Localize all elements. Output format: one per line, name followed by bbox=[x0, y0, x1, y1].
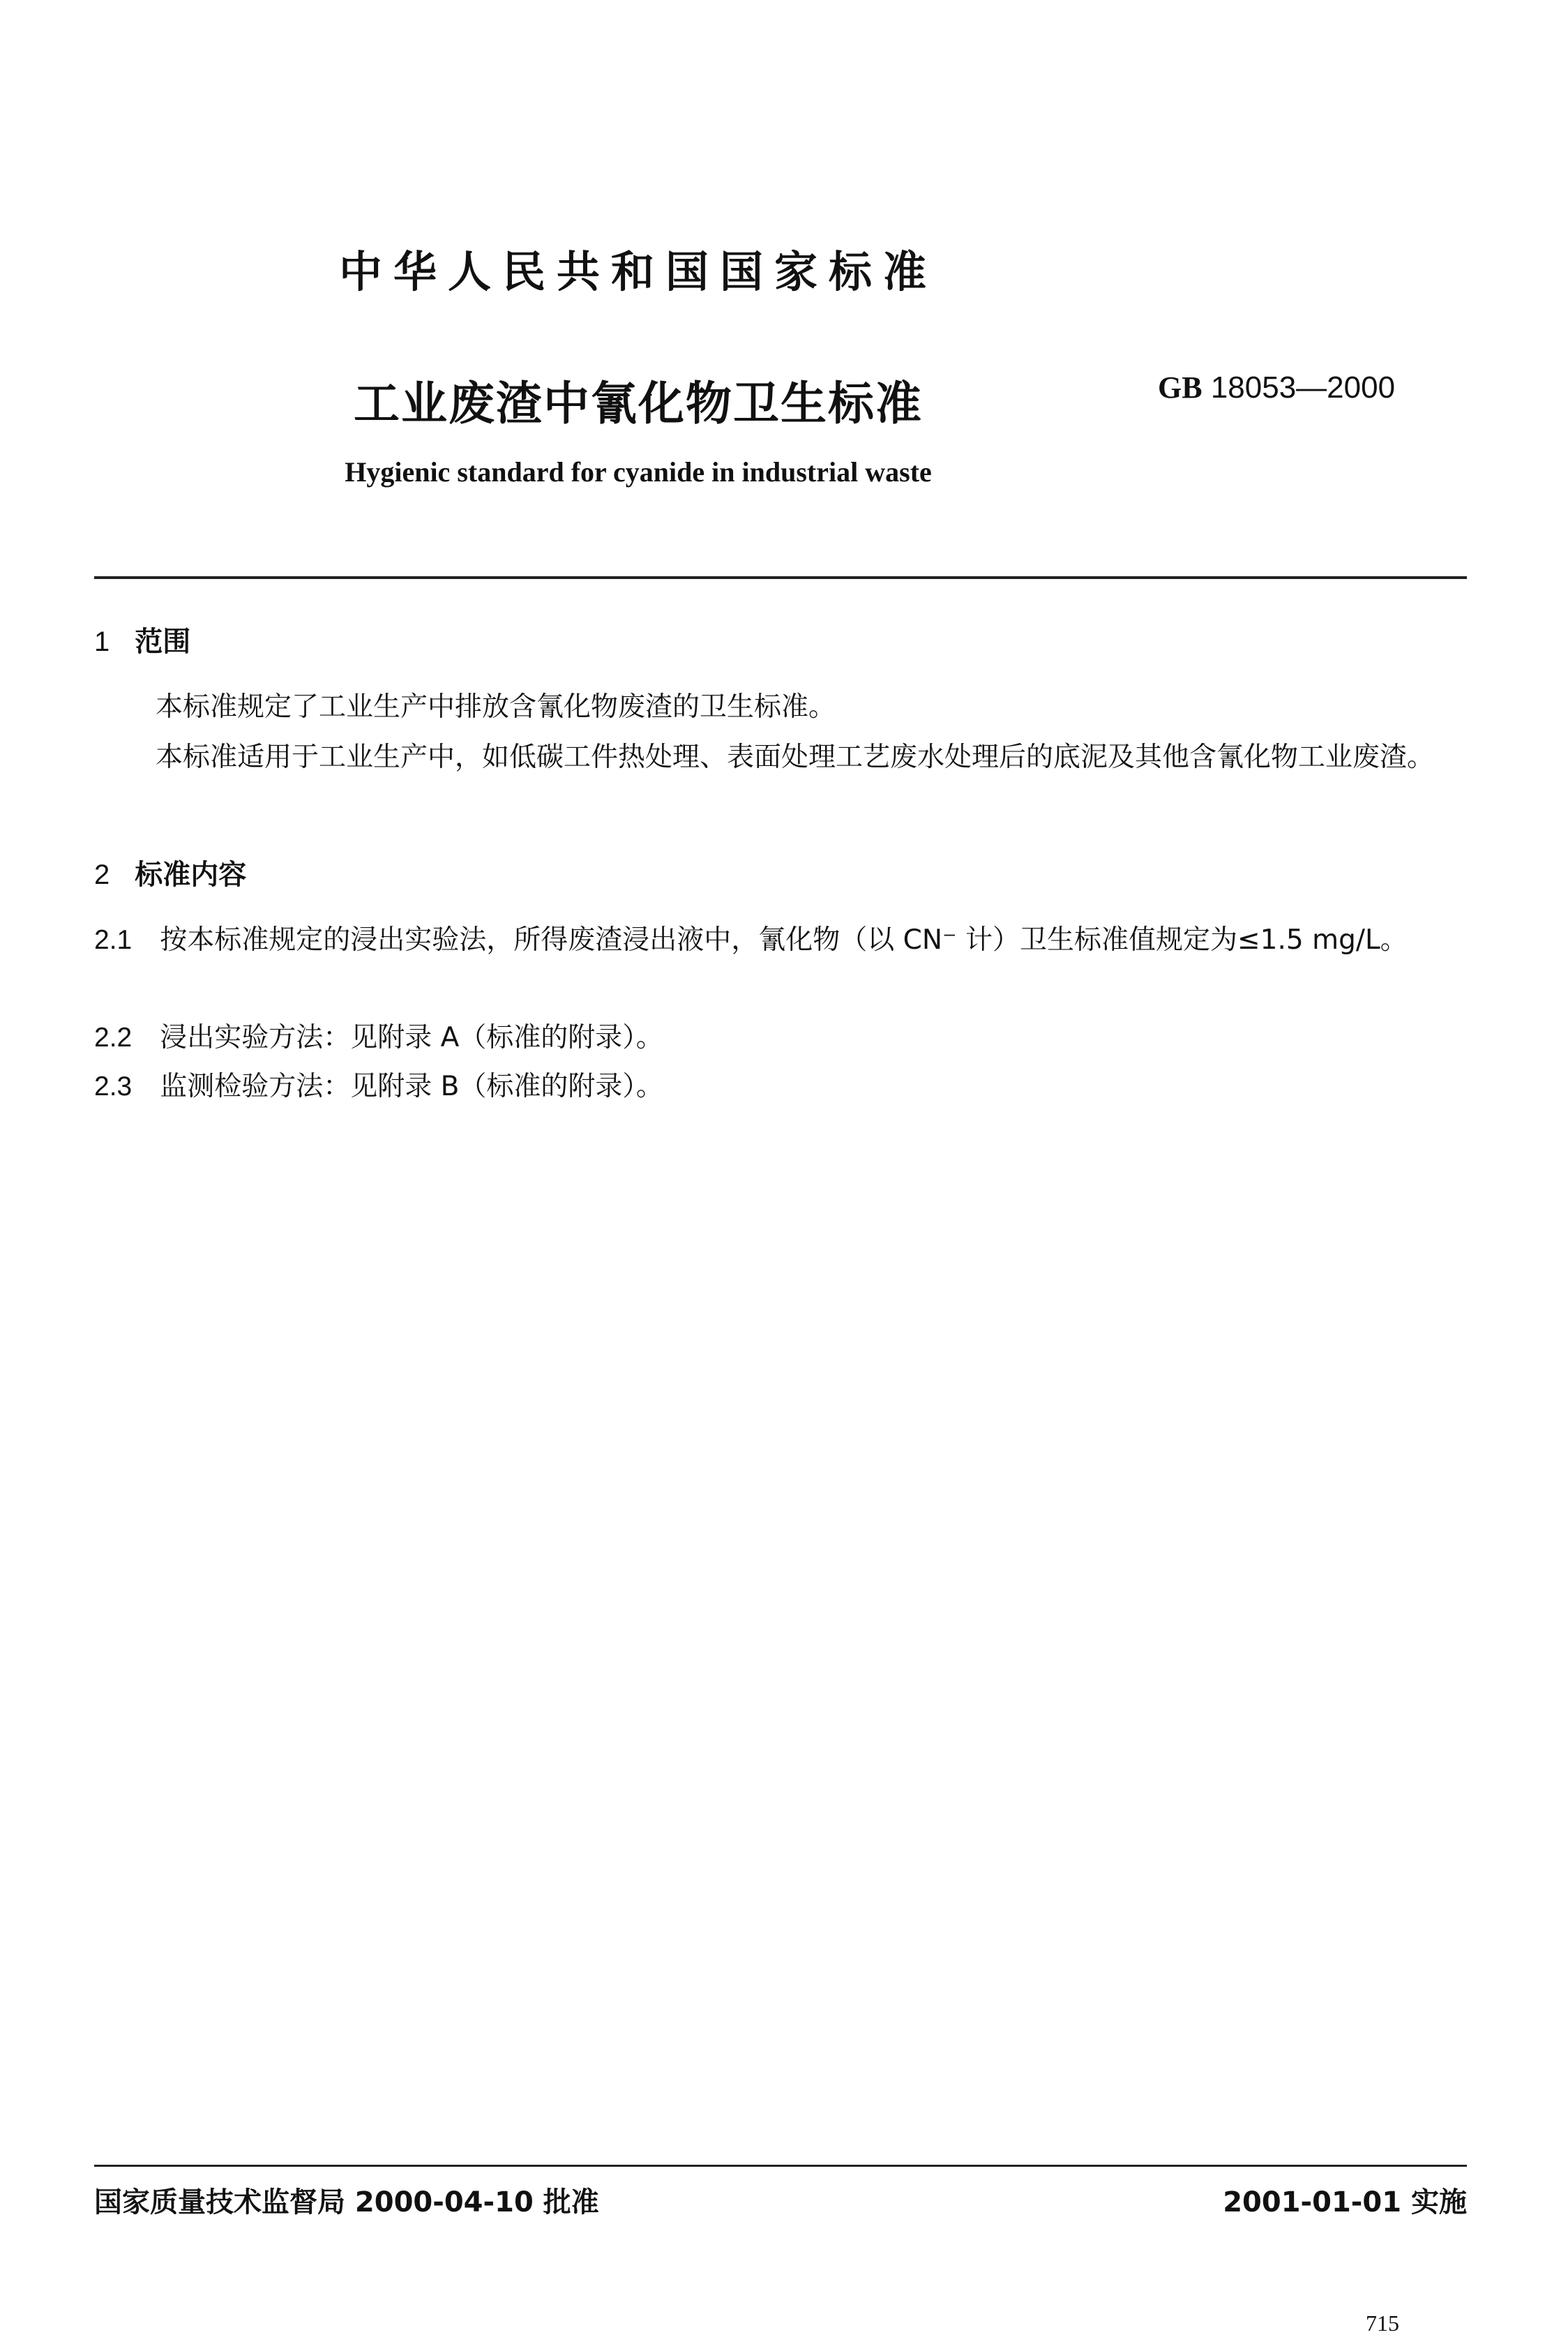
clause-number: 2.1 bbox=[94, 925, 133, 955]
clause-text: 浸出实验方法：见附录 A（标准的附录）。 bbox=[160, 1022, 663, 1053]
implementation-line: 2001-01-01 实施 bbox=[1223, 2186, 1467, 2218]
clause-2-1 bbox=[94, 915, 1467, 966]
section-1-paragraph-1: 本标准规定了工业生产中排放含氰化物废渣的卫生标准。 bbox=[156, 691, 836, 723]
section-2-title: 标准内容 bbox=[135, 859, 247, 891]
page-number: 715 bbox=[1366, 2311, 1399, 2336]
section-2-number: 2 bbox=[94, 859, 110, 890]
clause-text: 监测检验方法：见附录 B（标准的附录）。 bbox=[160, 1071, 663, 1102]
clause-number: 2.3 bbox=[94, 1072, 133, 1102]
clause-2-2 bbox=[94, 1013, 1467, 1063]
clause-2-3 bbox=[94, 1062, 1467, 1112]
header-divider bbox=[94, 576, 1467, 579]
national-standard-heading: 中华人民共和国国家标准 bbox=[338, 246, 937, 297]
standard-code bbox=[1158, 370, 1395, 405]
standard-code-prefix: GB bbox=[1158, 370, 1203, 405]
approval-line: 国家质量技术监督局 2000-04-10 批准 bbox=[94, 2186, 599, 2218]
english-title: Hygienic standard for cyanide in industrial waste bbox=[345, 456, 932, 488]
document-title: 工业废渣中氰化物卫生标准 bbox=[354, 377, 923, 430]
clause-text: 按本标准规定的浸出实验法，所得废渣浸出液中，氰化物（以 CN⁻ 计）卫生标准值规定为≤1.5 mg/L。 bbox=[160, 924, 1408, 956]
section-2-heading bbox=[94, 852, 246, 892]
section-1-heading bbox=[94, 619, 190, 659]
footer-divider bbox=[94, 2165, 1467, 2167]
section-1-number: 1 bbox=[94, 626, 110, 657]
standard-code-number: 18053—2000 bbox=[1210, 370, 1396, 405]
section-1-title: 范围 bbox=[135, 626, 191, 658]
section-1-paragraph-2: 本标准适用于工业生产中，如低碳工件热处理、表面处理工艺废水处理后的底泥及其他含氰化物工业废渣。 bbox=[156, 742, 1435, 773]
clause-number: 2.2 bbox=[94, 1023, 133, 1053]
